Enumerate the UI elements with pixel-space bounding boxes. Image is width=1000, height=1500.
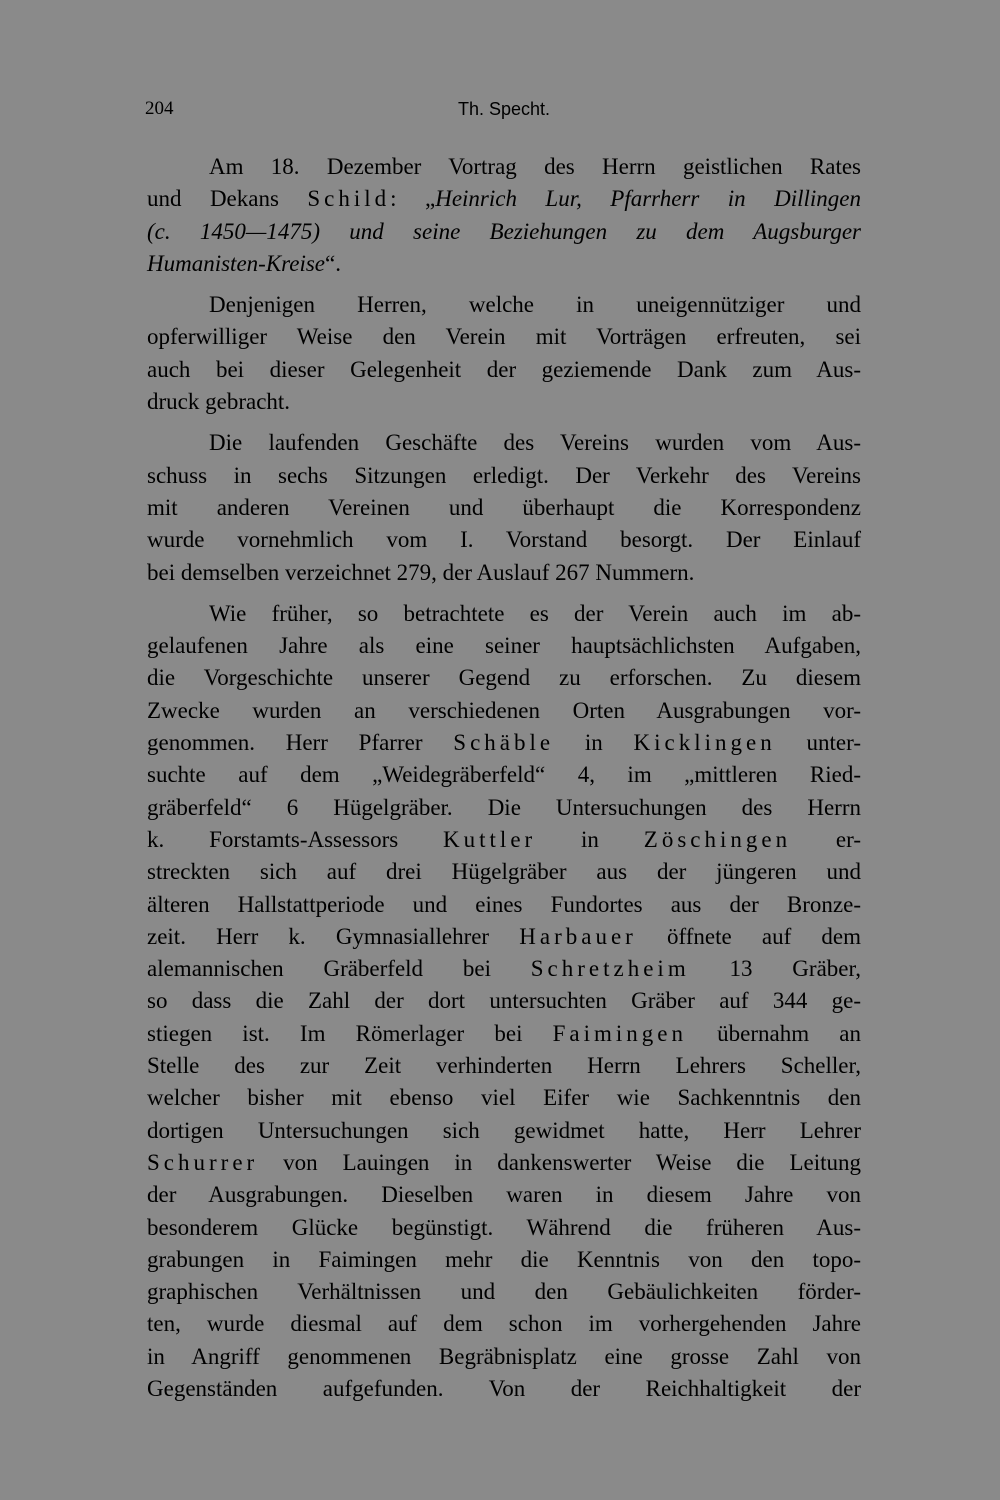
- text-line: [147, 630, 861, 662]
- text-line: [147, 662, 861, 694]
- spaced-name: Harbauer: [519, 923, 637, 949]
- text-line: [147, 354, 861, 386]
- text-line: [147, 1244, 861, 1276]
- text-run: zeit. Herr k. Gymnasiallehrer: [147, 923, 520, 949]
- text-run: opferwilliger Weise den Verein mit Vorträgen erfreuten, sei: [147, 324, 861, 350]
- text-run: welcher bisher mit ebenso viel Eifer wie Sachkenntnis den: [147, 1085, 861, 1111]
- text-run: der Ausgrabungen. Dieselben waren in diesem Jahre von: [147, 1182, 861, 1208]
- text-line: [147, 460, 861, 492]
- text-line: [147, 1212, 861, 1244]
- text-line: [209, 289, 861, 321]
- text-run: bei demselben verzeichnet 279, der Auslauf 267 Nummern.: [147, 559, 695, 585]
- paragraph: [147, 289, 861, 418]
- text-run: so dass die Zahl der dort untersuchten Gräber auf 344 ge-: [147, 988, 861, 1014]
- text-run: genommen. Herr Pfarrer: [147, 730, 454, 756]
- text-line: [147, 1082, 861, 1114]
- text-run: “.: [325, 250, 341, 276]
- spaced-name: Kicklingen: [633, 730, 776, 756]
- text-line: [147, 248, 861, 280]
- text-line: [147, 759, 861, 791]
- text-line: [147, 856, 861, 888]
- text-run: suchte auf dem „Weidegräberfeld“ 4, im „mittleren Ried-: [147, 762, 861, 788]
- text-line: [147, 1179, 861, 1211]
- text-run: Die laufenden Geschäfte des Vereins wurden vom Aus-: [209, 430, 861, 456]
- italic-title: (c. 1450—1475) und seine Beziehungen zu dem Augsburger: [147, 218, 861, 244]
- spaced-name: Schurrer: [147, 1149, 259, 1175]
- spaced-name: Schild: [307, 186, 391, 212]
- text-line: [147, 727, 861, 759]
- page-number: 204: [145, 98, 174, 119]
- text-run: Gegenständen aufgefunden. Von der Reichhaltigkeit der: [147, 1375, 861, 1401]
- text-line: [147, 216, 861, 248]
- text-line: [147, 524, 861, 556]
- text-line: [147, 889, 861, 921]
- text-run: ten, wurde diesmal auf dem schon im vorhergehenden Jahre: [147, 1311, 861, 1337]
- text-run: alemannischen Gräberfeld bei: [147, 956, 531, 982]
- text-run: grabungen in Faimingen mehr die Kenntnis von den topo-: [147, 1246, 861, 1272]
- text-run: besonderem Glücke begünstigt. Während die früheren Aus-: [147, 1214, 861, 1240]
- italic-title: Heinrich Lur, Pfarrherr in Dillingen: [435, 186, 861, 212]
- text-run: Zwecke wurden an verschiedenen Orten Ausgrabungen vor-: [147, 697, 861, 723]
- text-line: [147, 695, 861, 727]
- text-run: dortigen Untersuchungen sich gewidmet hatte, Herr Lehrer: [147, 1117, 861, 1143]
- text-line: [147, 1050, 861, 1082]
- text-run: die Vorgeschichte unserer Gegend zu erforschen. Zu diesem: [147, 665, 861, 691]
- text-run: auch bei dieser Gelegenheit der geziemende Dank zum Aus-: [147, 356, 861, 382]
- text-run: Stelle des zur Zeit verhinderten Herrn Lehrers Scheller,: [147, 1053, 861, 1079]
- text-line: [147, 386, 861, 418]
- body-text: [147, 151, 861, 1405]
- document-page: [147, 92, 861, 1414]
- text-run: streckten sich auf drei Hügelgräber aus der jüngeren und: [147, 859, 861, 885]
- paragraph: [147, 151, 861, 280]
- text-run: graphischen Verhältnissen und den Gebäulichkeiten förder-: [147, 1279, 861, 1305]
- text-run: öffnete auf dem: [636, 923, 861, 949]
- spaced-name: Faimingen: [552, 1020, 688, 1046]
- text-line: [209, 427, 861, 459]
- text-run: und Dekans: [147, 186, 308, 212]
- spaced-name: Schretzheim: [530, 956, 690, 982]
- text-line: [147, 953, 861, 985]
- text-line: [147, 1308, 861, 1340]
- text-line: [147, 1373, 861, 1405]
- italic-title: Humanisten-Kreise: [147, 250, 326, 276]
- text-line: [209, 598, 861, 630]
- text-run: übernahm an: [687, 1020, 861, 1046]
- text-line: [209, 151, 861, 183]
- text-run: wurde vornehmlich vom I. Vorstand besorgt. Der Einlauf: [147, 527, 861, 553]
- text-run: stiegen ist. Im Römerlager bei: [147, 1020, 553, 1046]
- text-line: [147, 492, 861, 524]
- text-run: Wie früher, so betrachtete es der Verein auch im ab-: [209, 600, 861, 626]
- text-line: [147, 1341, 861, 1373]
- text-run: 13 Gräber,: [689, 956, 861, 982]
- page-header: [147, 92, 861, 126]
- text-run: Am 18. Dezember Vortrag des Herrn geistlichen Rates: [209, 154, 861, 179]
- text-run: er-: [791, 826, 861, 852]
- text-line: [147, 1115, 861, 1147]
- text-line: [147, 824, 861, 856]
- text-line: [147, 792, 861, 824]
- text-line: [147, 1276, 861, 1308]
- text-line: [147, 183, 861, 215]
- paragraph: [147, 427, 861, 588]
- text-run: in: [536, 826, 644, 852]
- text-line: [147, 557, 861, 589]
- text-line: [147, 1147, 861, 1179]
- text-run: mit anderen Vereinen und überhaupt die Korrespondenz: [147, 494, 861, 520]
- text-line: [147, 921, 861, 953]
- text-run: k. Forstamts-Assessors: [147, 826, 444, 852]
- text-line: [147, 1018, 861, 1050]
- text-run: von Lauingen in dankenswerter Weise die Leitung: [258, 1149, 861, 1175]
- text-run: schuss in sechs Sitzungen erledigt. Der Verkehr des Vereins: [147, 462, 861, 488]
- spaced-name: Kuttler: [443, 826, 537, 852]
- text-run: älteren Hallstattperiode und eines Fundortes aus der Bronze-: [147, 891, 861, 917]
- text-run: Denjenigen Herren, welche in uneigennütziger und: [209, 292, 861, 318]
- text-run: in: [554, 730, 634, 756]
- text-run: druck gebracht.: [147, 389, 291, 415]
- text-line: [147, 321, 861, 353]
- paragraph: [147, 598, 861, 1405]
- text-run: gelaufenen Jahre als eine seiner hauptsächlichsten Aufgaben,: [147, 633, 861, 659]
- spaced-name: Zöschingen: [643, 826, 792, 852]
- text-line: [147, 985, 861, 1017]
- text-run: unter-: [775, 730, 861, 756]
- running-title: Th. Specht.: [457, 99, 551, 119]
- text-run: in Angriff genommenen Begräbnisplatz eine grosse Zahl von: [147, 1343, 861, 1369]
- text-run: : „: [390, 186, 436, 212]
- spaced-name: Schäble: [453, 730, 555, 756]
- text-run: gräberfeld“ 6 Hügelgräber. Die Untersuchungen des Herrn: [147, 794, 861, 820]
